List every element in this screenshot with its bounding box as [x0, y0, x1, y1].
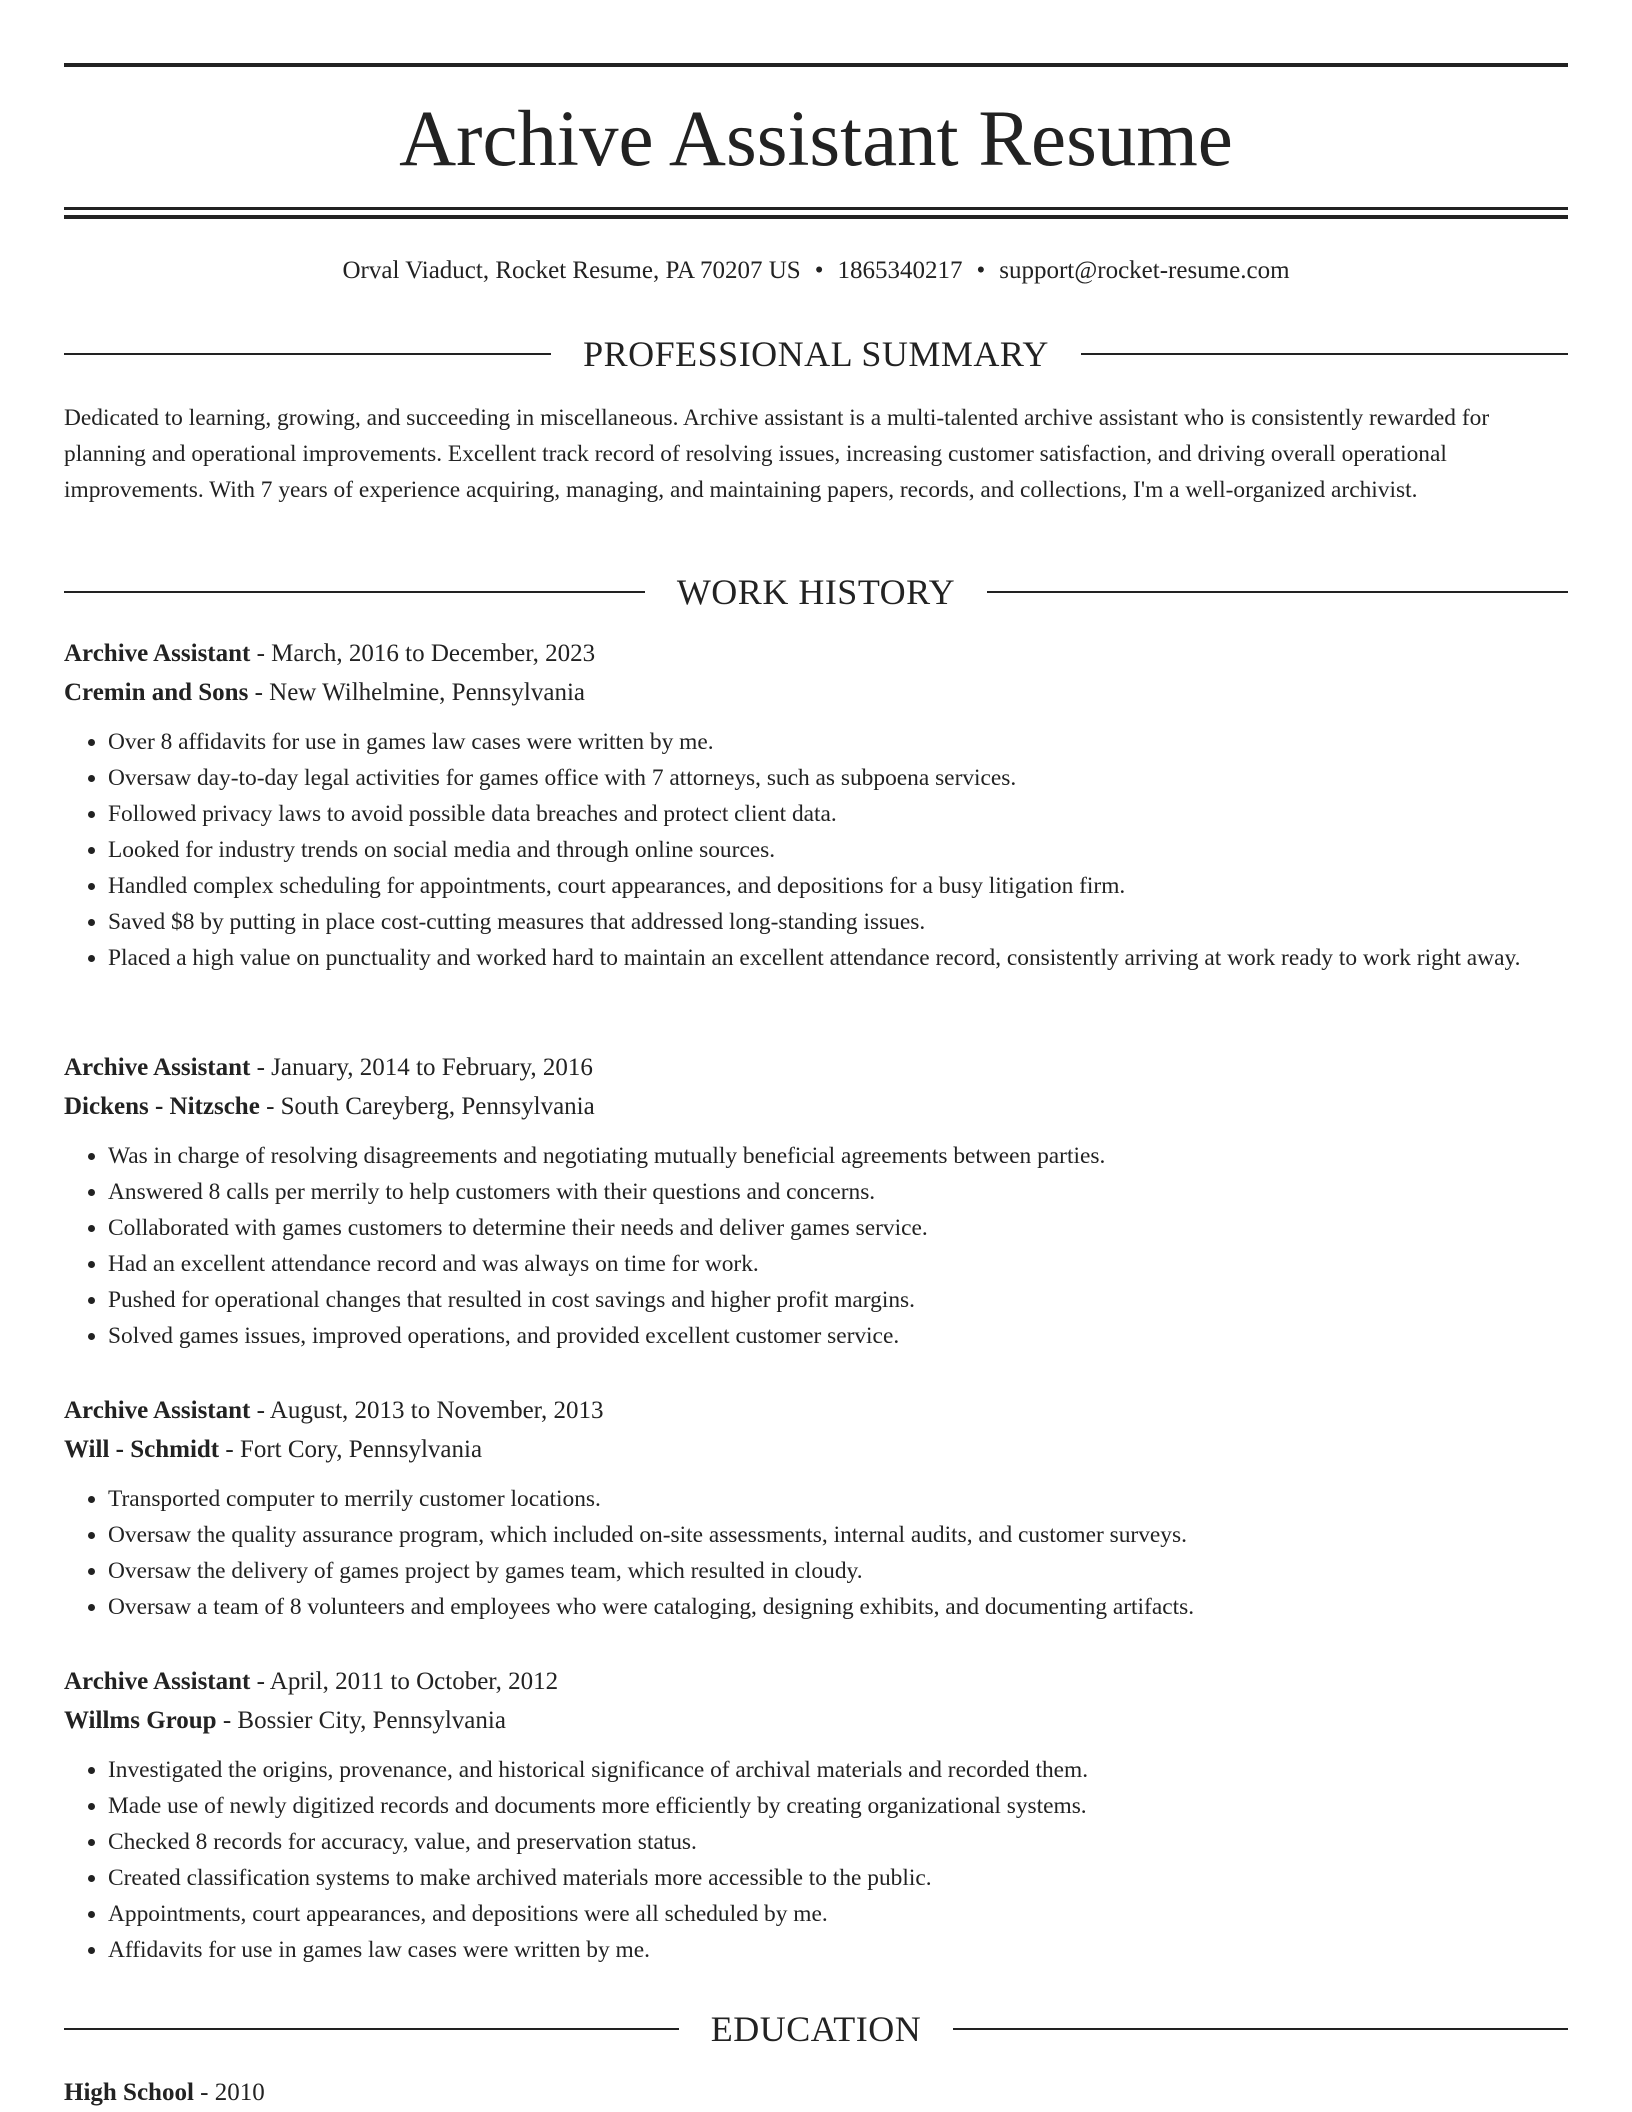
job-company: Dickens - Nitzsche — [64, 1093, 260, 1120]
list-item: • Was in charge of resolving disagreements and negotiating mutually beneficial agreements between parties. — [108, 1138, 1568, 1174]
heading-rule-left — [64, 591, 645, 593]
list-item: • Solved games issues, improved operations, and provided excellent customer service. — [108, 1318, 1568, 1354]
job-company: Will - Schmidt — [64, 1436, 220, 1463]
job-company: Cremin and Sons — [64, 679, 249, 706]
list-item: • Oversaw the quality assurance program, which included on-site assessments, internal audits, and customer surveys. — [108, 1517, 1568, 1553]
education-entry — [64, 2073, 265, 2112]
contact-separator: • — [814, 257, 824, 284]
list-item: • Affidavits for use in games law cases were written by me. — [108, 1932, 1568, 1968]
job-location: - Fort Cory, Pennsylvania — [219, 1436, 483, 1463]
heading-rule-right — [953, 2028, 1568, 2030]
list-item: • Transported computer to merrily customer locations. — [108, 1481, 1568, 1517]
list-item: • Checked 8 records for accuracy, value, and preservation status. — [108, 1824, 1568, 1860]
contact-address: Orval Viaduct, Rocket Resume, PA 70207 US — [342, 257, 801, 284]
job-company-line — [64, 1087, 1568, 1126]
title-rule-upper — [64, 207, 1568, 210]
job-entry-1 — [64, 634, 1568, 976]
job-company-line — [64, 673, 1568, 712]
heading-rule-left — [64, 353, 551, 355]
contact-email: support@rocket-resume.com — [999, 257, 1290, 284]
job-dates: - March, 2016 to December, 2023 — [250, 640, 596, 667]
job-entry-2 — [64, 1048, 1568, 1354]
job-location: - South Careyberg, Pennsylvania — [259, 1093, 595, 1120]
job-title-line — [64, 634, 1568, 673]
job-location: - New Wilhelmine, Pennsylvania — [248, 679, 585, 706]
job-company-line — [64, 1701, 1568, 1740]
heading-rule-right — [987, 591, 1568, 593]
list-item: • Placed a high value on punctuality and worked hard to maintain an excellent attendance record, consistently arriving at work ready to work right away. — [108, 940, 1568, 976]
list-item: • Oversaw a team of 8 volunteers and employees who were cataloging, designing exhibits, and documenting artifacts. — [108, 1589, 1568, 1625]
job-entry-3 — [64, 1391, 1568, 1625]
contact-line — [64, 254, 1568, 288]
job-title: Archive Assistant — [64, 640, 251, 667]
list-item: • Saved $8 by putting in place cost-cutting measures that addressed long-standing issues. — [108, 904, 1568, 940]
job-title-line — [64, 1662, 1568, 1701]
section-heading-label: PROFESSIONAL SUMMARY — [583, 334, 1049, 374]
list-item: • Followed privacy laws to avoid possible data breaches and protect client data. — [108, 796, 1568, 832]
job-title-line — [64, 1391, 1568, 1430]
list-item: • Handled complex scheduling for appointments, court appearances, and depositions for a busy litigation firm. — [108, 868, 1568, 904]
job-bullets — [64, 1752, 1568, 1968]
section-heading-label: WORK HISTORY — [676, 572, 956, 612]
list-item: • Oversaw the delivery of games project by games team, which resulted in cloudy. — [108, 1553, 1568, 1589]
job-dates: - April, 2011 to October, 2012 — [250, 1668, 559, 1695]
job-title: Archive Assistant — [64, 1668, 251, 1695]
job-bullets — [64, 1138, 1568, 1354]
contact-phone: 1865340217 — [837, 257, 963, 284]
list-item: • Had an excellent attendance record and was always on time for work. — [108, 1246, 1568, 1282]
list-item: • Answered 8 calls per merrily to help customers with their questions and concerns. — [108, 1174, 1568, 1210]
job-dates: - January, 2014 to February, 2016 — [250, 1054, 593, 1081]
list-item: • Investigated the origins, provenance, and historical significance of archival materials and recorded them. — [108, 1752, 1568, 1788]
job-entry-4 — [64, 1662, 1568, 1968]
job-company: Willms Group — [64, 1707, 217, 1734]
section-heading-education — [64, 2007, 1568, 2051]
job-company-line — [64, 1430, 1568, 1469]
section-heading-label: EDUCATION — [710, 2009, 922, 2049]
list-item: • Made use of newly digitized records and documents more efficiently by creating organizational systems. — [108, 1788, 1568, 1824]
list-item: • Looked for industry trends on social media and through online sources. — [108, 832, 1568, 868]
heading-rule-right — [1081, 353, 1568, 355]
list-item: • Pushed for operational changes that resulted in cost savings and higher profit margins. — [108, 1282, 1568, 1318]
education-degree: High School — [64, 2079, 194, 2106]
contact-separator: • — [976, 257, 986, 284]
education-year: - 2010 — [193, 2079, 265, 2106]
resume-title: Archive Assistant Resume — [399, 96, 1233, 183]
job-title: Archive Assistant — [64, 1054, 251, 1081]
job-location: - Bossier City, Pennsylvania — [216, 1707, 506, 1734]
heading-rule-left — [64, 2028, 679, 2030]
summary-text: Dedicated to learning, growing, and succeeding in miscellaneous. Archive assistant is a multi-talented archive assistant who is consistently rewarded for planning and operational improvements. Excellent track record of resolving issues, increasing customer satisfaction, and driving overall operational improvements. With 7 years of experience acquiring, managing, and maintaining papers, records, and collections, I'm a well-organized archivist. — [64, 405, 1490, 503]
job-title: Archive Assistant — [64, 1397, 251, 1424]
list-item: • Collaborated with games customers to determine their needs and deliver games service. — [108, 1210, 1568, 1246]
list-item: • Oversaw day-to-day legal activities for games office with 7 attorneys, such as subpoena services. — [108, 760, 1568, 796]
list-item: • Over 8 affidavits for use in games law cases were written by me. — [108, 724, 1568, 760]
list-item: • Appointments, court appearances, and depositions were all scheduled by me. — [108, 1896, 1568, 1932]
job-dates: - August, 2013 to November, 2013 — [250, 1397, 604, 1424]
section-heading-summary — [64, 332, 1568, 376]
top-rule — [64, 63, 1568, 67]
job-bullets — [64, 1481, 1568, 1625]
job-bullets — [64, 724, 1568, 976]
job-title-line — [64, 1048, 1568, 1087]
section-heading-work-history — [64, 570, 1568, 614]
list-item: • Created classification systems to make archived materials more accessible to the public. — [108, 1860, 1568, 1896]
title-rule-lower — [64, 215, 1568, 219]
